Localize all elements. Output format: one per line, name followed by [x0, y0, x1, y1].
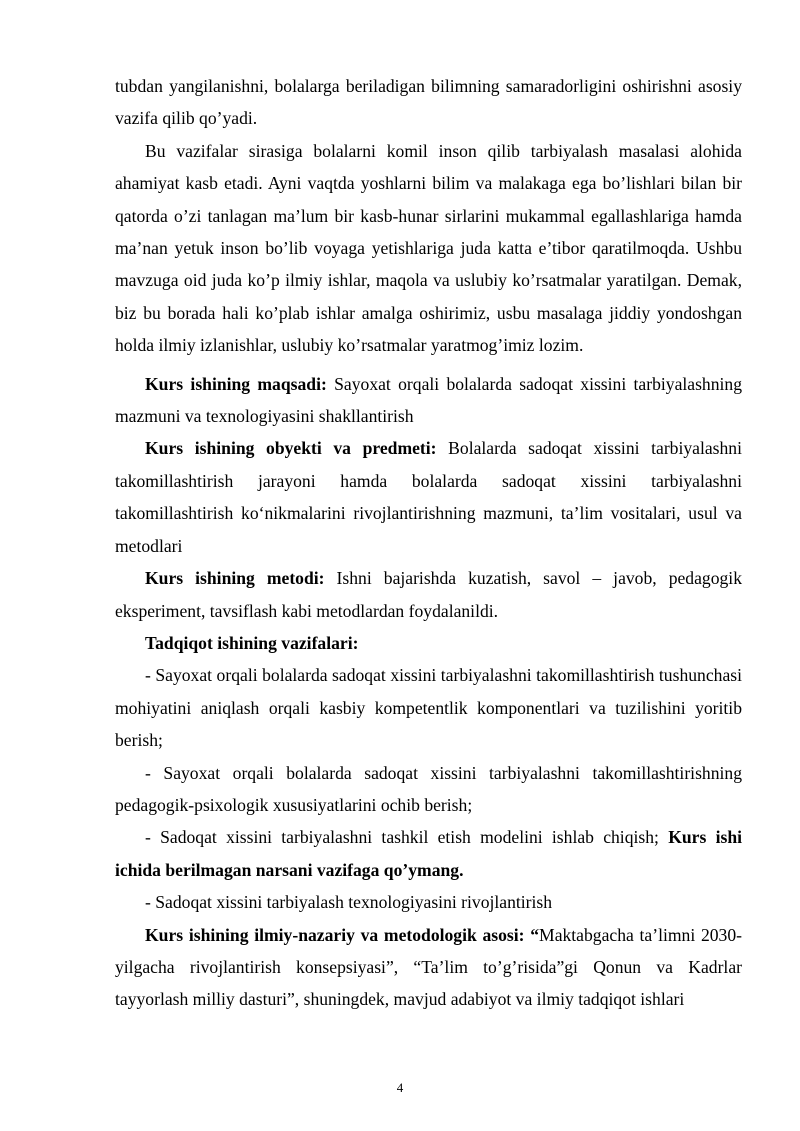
paragraph-heading: Kurs ishining maqsadi: [145, 373, 327, 394]
paragraph-text: - Sayoxat orqali bolalarda sadoqat xissini tarbiyalashni takomillashtirish tushunchasi mohiyatini aniqlash orqali kasbiy kompetentlik komponentlari va tuzilishini yoritib berish; [115, 665, 742, 751]
list-item-task-3 [115, 821, 742, 886]
paragraph-text: - Sadoqat xissini tarbiyalashni tashkil etish modelini ishlab chiqish; [145, 827, 669, 848]
paragraph-heading: Kurs ishining metodi: [145, 568, 325, 589]
list-item-task-2 [115, 757, 742, 822]
document-body [115, 70, 742, 1016]
page-number: 4 [396, 1080, 404, 1095]
paragraph-tasks [115, 135, 742, 362]
paragraph-text: - Sayoxat orqali bolalarda sadoqat xissini tarbiyalashni takomillashtirishning pedagogik-psixologik xususiyatlarini ochib berish; [115, 762, 742, 815]
paragraph-research-tasks-heading [115, 627, 742, 659]
paragraph-text: tubdan yangilanishni, bolalarga beriladigan bilimning samaradorligini oshirishni asosiy vazifa qilib qo’yadi. [115, 76, 742, 129]
paragraph-bold-note: Kurs ishi ichida berilmagan narsani vazifaga qo’ymang. [115, 827, 742, 880]
paragraph-method [115, 562, 742, 627]
paragraph-text: Bolalarda sadoqat xissini tarbiyalashni takomillashtirish jarayoni hamda bolalarda sadoqat xissini tarbiyalashni takomillashtirish ko‘nikmalarini rivojlantirishning mazmuni, ta’lim vositalari, usul va metodlari [115, 438, 742, 556]
paragraph-text: Ishni bajarishda kuzatish, savol – javob, pedagogik eksperiment, tavsiflash kabi metodlardan foydalanildi. [115, 568, 742, 621]
list-item-task-4 [115, 886, 742, 918]
paragraph-heading: Kurs ishining ilmiy-nazariy va metodologik asosi: “ [145, 924, 540, 945]
paragraph-heading: Tadqiqot ishining vazifalari: [145, 632, 359, 653]
paragraph-text: Maktabgacha ta’limni 2030-yilgacha rivojlantirish konsepsiyasi”, “Ta’lim to’g’risida”gi Qonun va Kadrlar tayyorlash milliy dasturi”, shuningdek, mavjud adabiyot va ilmiy tadqiqot ishlari [115, 924, 742, 1010]
paragraph-text: Sayoxat orqali bolalarda sadoqat xissini tarbiyalashning mazmuni va texnologiyasini shakllantirish [115, 373, 743, 427]
paragraph-goal [115, 368, 742, 433]
paragraph-text: - Sadoqat xissini tarbiyalash texnologiyasini rivojlantirish [145, 892, 553, 913]
list-item-task-1 [115, 659, 742, 756]
paragraph-text: Bu vazifalar sirasiga bolalarni komil inson qilib tarbiyalash masalasi alohida ahamiyat kasb etadi. Ayni vaqtda yoshlarni bilim va malakaga ega bo’lishlari bilan bir qatorda o’zi tanlagan ma’lum bir kasb-hunar sirlarini mukammal egallashlariga hamda ma’nan yetuk inson bo’lib voyaga yetishlariga juda katta e’tibor qaratilmoqda. Ushbu mavzuga oid juda ko’p ilmiy ishlar, maqola va uslubiy ko’rsatmalar yaratilgan. Demak, biz bu borada hali ko’plab ishlar amalga oshirimiz, usbu masalaga jiddiy yondoshgan holda ilmiy izlanishlar, uslubiy ko’rsatmalar yaratmog’imiz lozim. [115, 140, 742, 356]
paragraph-methodology [115, 919, 742, 1016]
paragraph-object [115, 432, 742, 562]
paragraph-intro-continuation [115, 70, 742, 135]
paragraph-heading: Kurs ishining obyekti va predmeti: [145, 438, 437, 459]
